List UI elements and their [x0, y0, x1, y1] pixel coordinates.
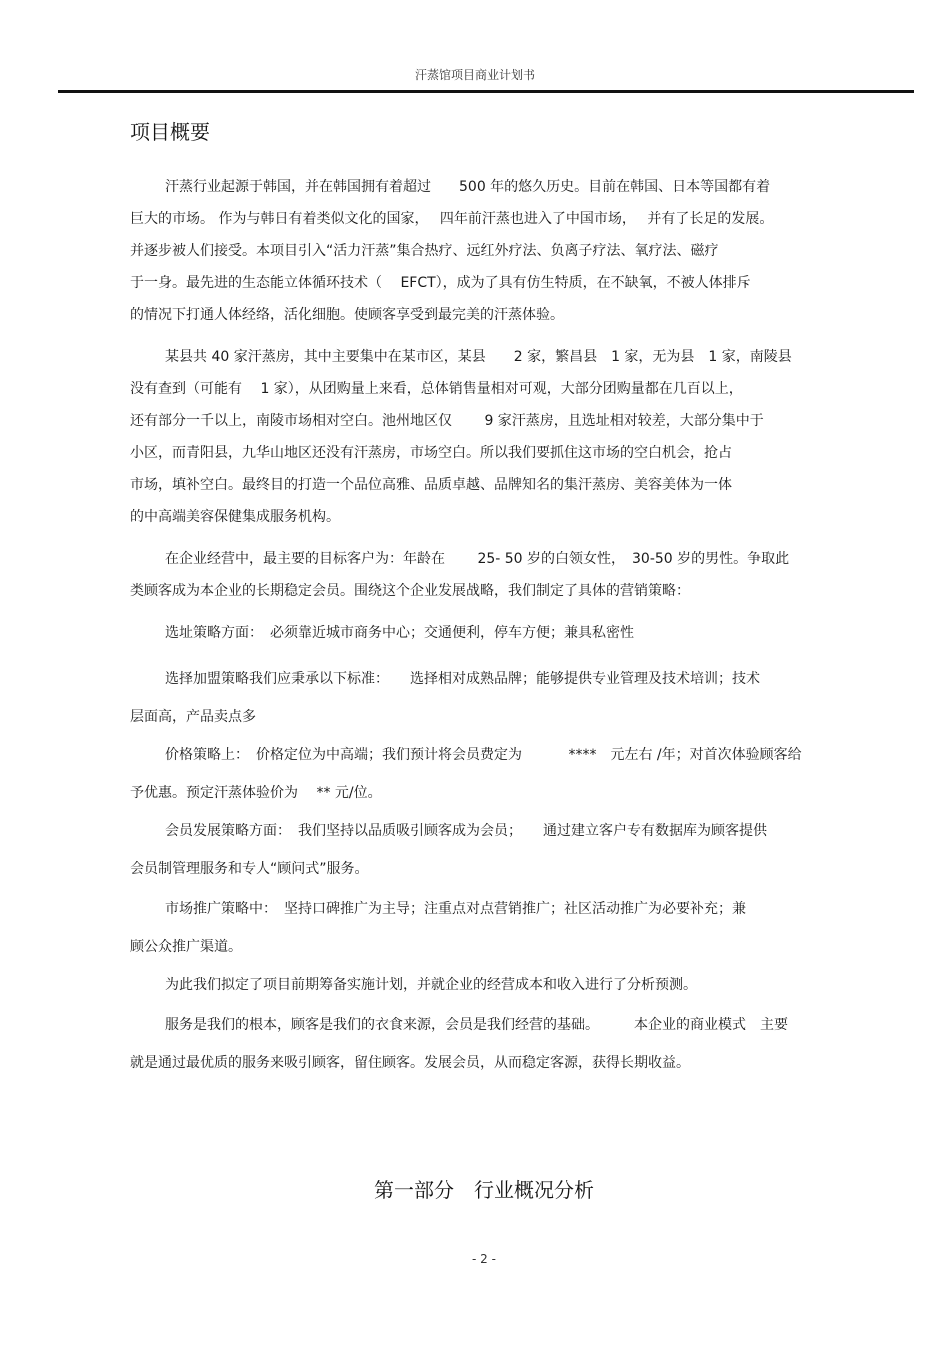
text-line: 服务是我们的根本，顾客是我们的衣食来源，会员是我们经营的基础。 本企业的商业模式 主要 [165, 1017, 788, 1033]
text-line: 小区，而青阳县，九华山地区还没有汗蒸房，市场空白。所以我们要抓住这市场的空白机会，抢占 [130, 445, 732, 461]
text-line: 予优惠。预定汗蒸体验价为 ** 元/位。 [130, 785, 382, 801]
text-line: 类顾客成为本企业的长期稳定会员。围绕这个企业发展战略，我们制定了具体的营销策略： [130, 583, 690, 599]
page-number: - 2 - [472, 1252, 496, 1266]
text-line: 还有部分一千以上，南陵市场相对空白。池州地区仅 9 家汗蒸房，且选址相对较差，大部分集中于 [130, 413, 764, 429]
text-line: 会员制管理服务和专人“顾问式”服务。 [130, 861, 369, 877]
text-line: 会员发展策略方面： 我们坚持以品质吸引顾客成为会员； 通过建立客户专有数据库为顾客提供 [165, 823, 767, 839]
text-line: 市场，填补空白。最终目的打造一个品位高雅、品质卓越、品牌知名的集汗蒸房、美容美体为一体 [130, 477, 732, 493]
header-rule [58, 90, 914, 93]
text-line: 市场推广策略中： 坚持口碑推广为主导；注重点对点营销推广；社区活动推广为必要补充；兼 [165, 901, 746, 917]
text-line: 并逐步被人们接受。本项目引入“活力汗蒸”集合热疗、远红外疗法、负离子疗法、氧疗法、磁疗 [130, 243, 719, 259]
text-line: 的情况下打通人体经络，活化细胞。使顾客享受到最完美的汗蒸体验。 [130, 307, 564, 323]
text-line: 为此我们拟定了项目前期筹备实施计划，并就企业的经营成本和收入进行了分析预测。 [165, 977, 697, 993]
running-header: 汗蒸馆项目商业计划书 [414, 68, 535, 82]
part-heading: 第一部分 行业概况分析 [374, 1178, 594, 1202]
text-line: 于一身。最先进的生态能立体循环技术（ EFCT），成为了具有仿生特质，在不缺氧，不被人体排斥 [130, 275, 751, 291]
text-line: 选址策略方面： 必须靠近城市商务中心；交通便利，停车方便；兼具私密性 [165, 625, 634, 641]
text-line: 顾公众推广渠道。 [130, 939, 242, 955]
text-line: 巨大的市场。 作为与韩日有着类似文化的国家， 四年前汗蒸也进入了中国市场， 并有了长足的发展。 [130, 211, 774, 227]
text-line: 某县共 40 家汗蒸房，其中主要集中在某市区，某县 2 家，繁昌县 1 家，无为县 1 家，南陵县 [165, 349, 792, 365]
text-line: 没有查到（可能有 1 家），从团购量上来看，总体销售量相对可观，大部分团购量都在几百以上， [130, 381, 743, 397]
text-line: 选择加盟策略我们应秉承以下标准： 选择相对成熟品牌；能够提供专业管理及技术培训；技术 [165, 671, 760, 687]
section-title: 项目概要 [130, 120, 210, 144]
text-line: 就是通过最优质的服务来吸引顾客，留住顾客。发展会员，从而稳定客源，获得长期收益。 [130, 1055, 690, 1071]
text-line: 在企业经营中，最主要的目标客户为：年龄在 25- 50 岁的白领女性， 30-50 岁的男性。争取此 [165, 551, 790, 567]
text-line: 汗蒸行业起源于韩国，并在韩国拥有着超过 500 年的悠久历史。目前在韩国、日本等国都有着 [165, 179, 771, 195]
text-line: 价格策略上： 价格定位为中高端；我们预计将会员费定为 **** 元左右 /年；对首次体验顾客给 [165, 747, 802, 763]
text-line: 层面高，产品卖点多 [130, 709, 256, 725]
text-line: 的中高端美容保健集成服务机构。 [130, 509, 340, 525]
